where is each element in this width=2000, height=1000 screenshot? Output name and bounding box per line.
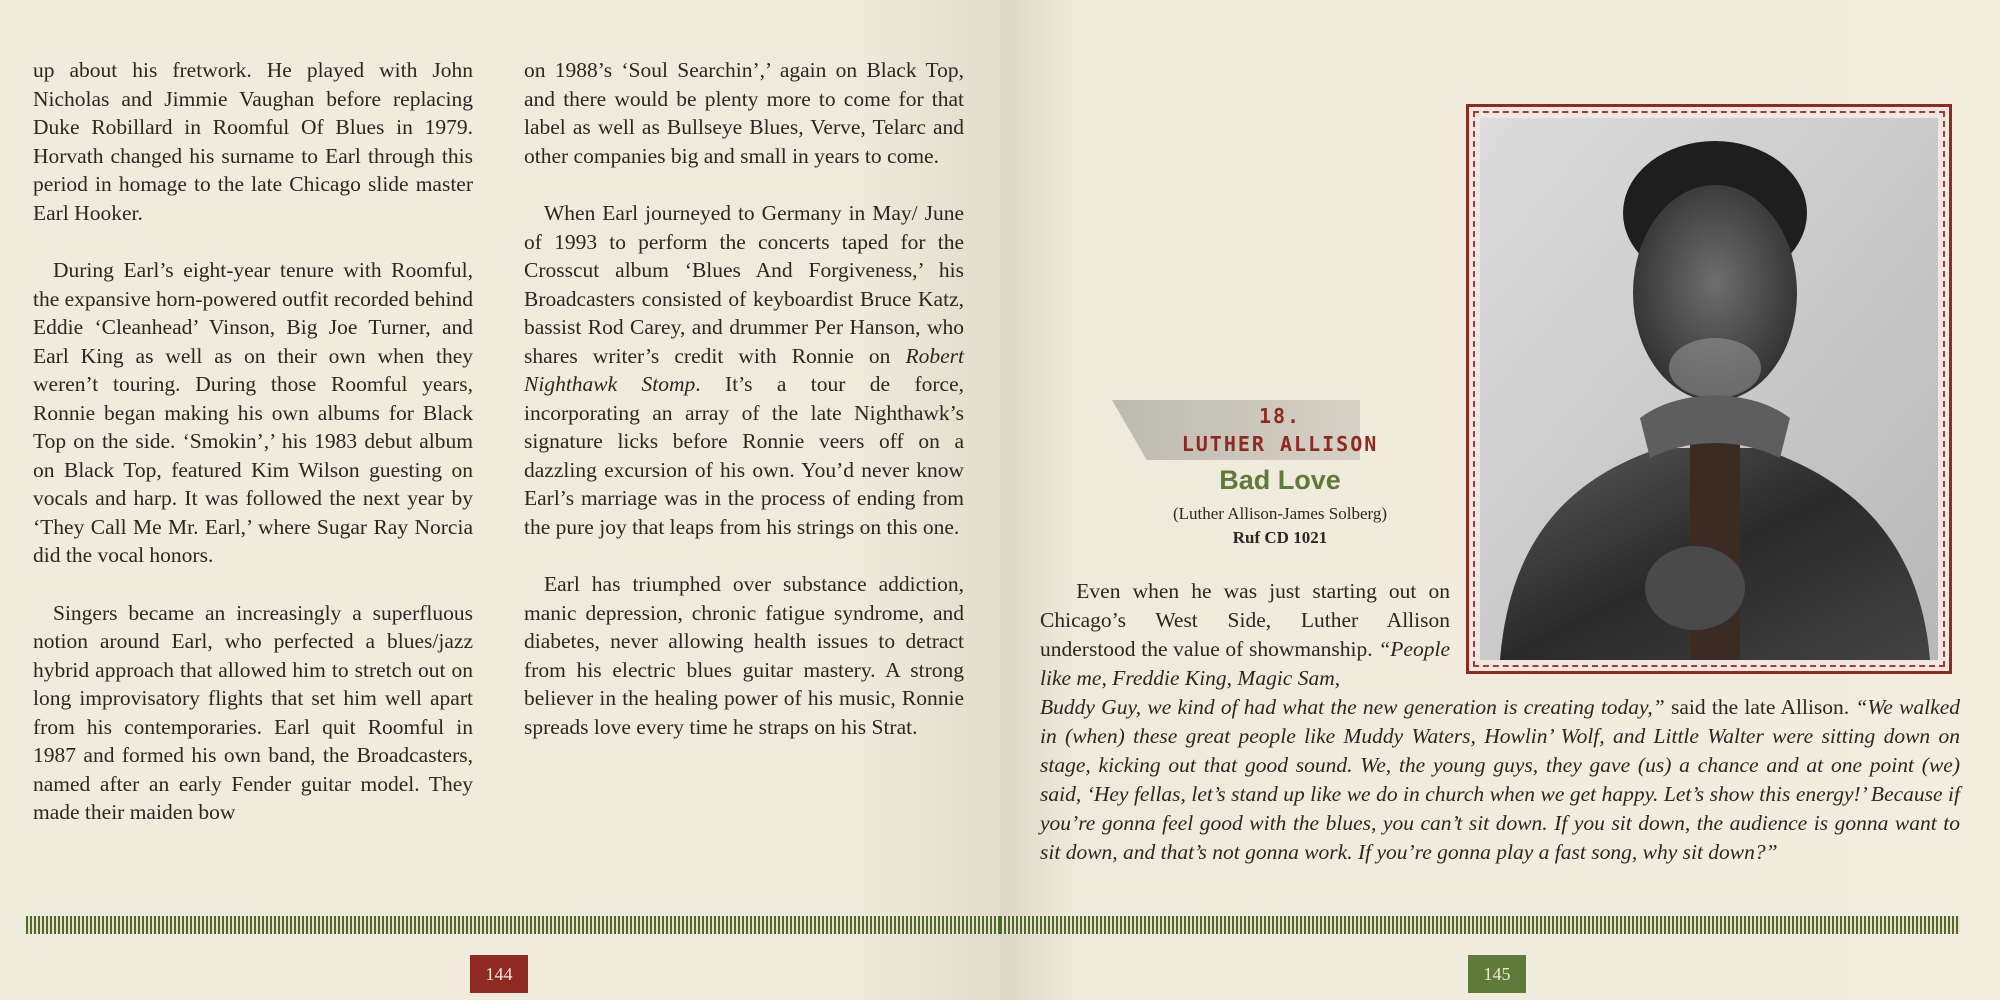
- paragraph-text: said the late Allison.: [1664, 695, 1856, 719]
- paragraph-text: . It’s a tour de force, incorporating an array of the late Nighthawk’s signature licks before Ronnie veers off on a dazzling excursion of his own. You’d never know Earl’s marriage was in the process of ending from the pure joy that leaps from his strings on this one.: [524, 372, 964, 539]
- artist-photo: [1480, 118, 1938, 660]
- track-number: 18.: [1258, 404, 1302, 428]
- paragraph-text: Even when he was just starting out on Chicago’s West Side, Luther Allison understood the value of showmanship.: [1040, 579, 1450, 661]
- song-title-italic: Robert Nighthawk Stomp: [524, 343, 964, 396]
- quote-text: “People like me, Freddie King, Magic Sam,: [1040, 637, 1450, 690]
- page-number-left: 144: [470, 955, 528, 993]
- left-column-2: [524, 56, 964, 770]
- track-notes-top: [1040, 577, 1450, 693]
- quote-text: Buddy Guy, we kind of had what the new generation is creating today,”: [1040, 695, 1665, 719]
- track-notes-bottom: [1040, 693, 1960, 867]
- quote-text: “We walked in (when) these great people like Muddy Waters, Howlin’ Wolf, and Little Walter were sitting down on stage, kicking out that good sound. We, the young guys, they gave (us) a chance and at one point (we) said, ‘Hey fellas, let’s stand up like we do in church when we get happy. Let’s show this energy!’ Because if you’re gonna feel good with the blues, you can’t sit down. If you sit down, the audience is gonna want to sit down, and that’s not gonna work. If you’re gonna play a fast song, why sit down?”: [1040, 695, 1960, 864]
- paragraph: [524, 199, 964, 541]
- paragraph: up about his fretwork. He played with John Nicholas and Jimmie Vaughan before replacing Duke Robillard in Roomful Of Blues in 1979. Horvath changed his surname to Earl through this period in homage to the late Chicago slide master Earl Hooker.: [33, 58, 473, 225]
- paragraph: on 1988’s ‘Soul Searchin’,’ again on Black Top, and there would be plenty more to come for that label as well as Bullseye Blues, Verve, Telarc and other companies big and small in years to come.: [524, 58, 964, 168]
- left-column-1: [33, 56, 473, 856]
- decorative-stripe: [1000, 916, 1960, 934]
- paragraph: Singers became an increasingly a superfluous notion around Earl, who perfected a blues/jazz hybrid approach that allowed him to stretch out on long improvisatory flights that set him well apart from his contemporaries. Earl quit Roomful in 1987 and formed his own band, the Broadcasters, named after an early Fender guitar model. They made their maiden bow: [33, 600, 473, 824]
- song-title: Bad Love: [1219, 465, 1341, 495]
- paragraph: During Earl’s eight-year tenure with Roomful, the expansive horn-powered outfit recorded behind Eddie ‘Cleanhead’ Vinson, Big Joe Turner, and Earl King as well as on their own when they weren’t touring. During those Roomful years, Ronnie began making his own albums for Black Top on the side. ‘Smokin’,’ his 1983 debut album on Black Top, featured Kim Wilson guesting on vocals and harp. It was followed the next year by ‘They Call Me Mr. Earl,’ where Sugar Ray Norcia did the vocal honors.: [33, 258, 473, 567]
- catalog-number: Ruf CD 1021: [1232, 528, 1328, 547]
- paragraph: Earl has triumphed over substance addiction, manic depression, chronic fatigue syndrome, and diabetes, never allowing health issues to detract from his electric blues guitar mastery. A strong believer in the healing power of his music, Ronnie spreads love every time he straps on his Strat.: [524, 572, 964, 739]
- artist-name: LUTHER ALLISON: [1181, 432, 1379, 456]
- paragraph-text: When Earl journeyed to Germany in May/ June of 1993 to perform the concerts taped for the Crosscut album ‘Blues And Forgiveness,’ his Broadcasters consisted of keyboardist Bruce Katz, bassist Rod Carey, and drummer Per Hanson, who shares writer’s credit with Ronnie on: [524, 201, 964, 368]
- decorative-stripe: [26, 916, 1000, 934]
- songwriter-credit: (Luther Allison-James Solberg): [1172, 504, 1388, 523]
- page-number-right: 145: [1468, 955, 1526, 993]
